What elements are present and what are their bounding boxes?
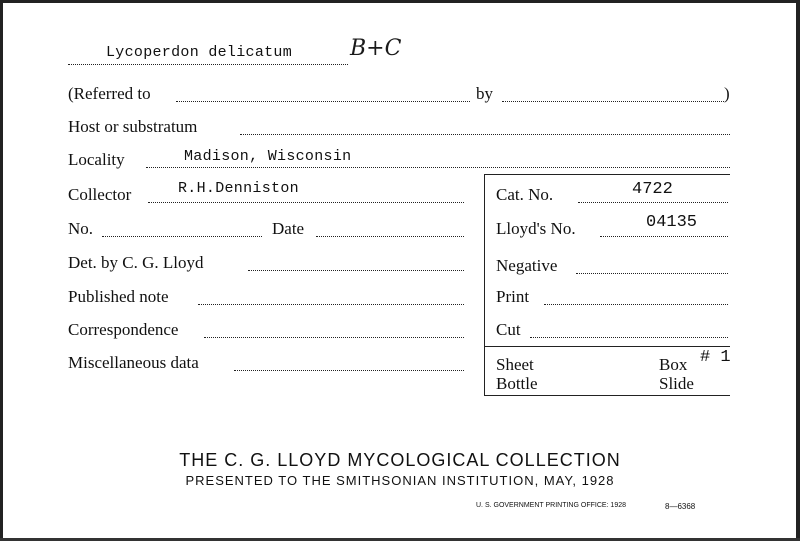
no-label: No.: [68, 219, 94, 238]
published-note-line: [198, 304, 464, 305]
cut-label: Cut: [496, 320, 521, 339]
catalog-box-bottom: [484, 395, 730, 396]
collector-label: Collector: [68, 185, 132, 204]
cut-line: [530, 337, 728, 338]
referred-to-line: [176, 101, 470, 102]
correspondence-label: Correspondence: [68, 320, 179, 339]
correspondence-line: [204, 337, 464, 338]
host-line: [240, 134, 730, 135]
slide-label: Slide: [659, 374, 694, 393]
card-top-border: [0, 0, 800, 3]
published-note-label: Published note: [68, 287, 169, 306]
misc-data-label: Miscellaneous data: [68, 353, 199, 372]
cat-no-line: [578, 202, 728, 203]
det-label: Det. by C. G. Lloyd: [68, 253, 204, 272]
catalog-box-divider: [484, 346, 730, 347]
collection-title: THE C. G. LLOYD MYCOLOGICAL COLLECTION: [179, 450, 621, 470]
form-number: 8—6368: [665, 502, 696, 511]
det-line: [248, 270, 464, 271]
printing-office-imprint: U. S. GOVERNMENT PRINTING OFFICE: 1928: [476, 502, 627, 509]
cat-no-label: Cat. No.: [496, 185, 554, 204]
lloyds-no-value: 04135: [646, 213, 698, 232]
sheet-label: Sheet: [496, 355, 534, 374]
locality-line: [146, 167, 730, 168]
close-paren: ): [724, 84, 730, 103]
collector-value: R.H.Denniston: [178, 180, 299, 197]
negative-label: Negative: [496, 256, 558, 275]
collection-subtitle: PRESENTED TO THE SMITHSONIAN INSTITUTION, MAY, 1928: [185, 473, 615, 488]
cat-no-value: 4722: [632, 180, 673, 199]
host-label: Host or substratum: [68, 117, 198, 136]
no-line: [102, 236, 262, 237]
locality-label: Locality: [68, 150, 125, 169]
catalog-box-top: [484, 174, 730, 175]
lloyds-no-label: Lloyd's No.: [496, 219, 576, 238]
catalog-box-left: [484, 174, 485, 396]
box-label: Box: [659, 355, 688, 374]
misc-data-line: [234, 370, 464, 371]
date-label: Date: [272, 219, 305, 238]
by-line: [502, 101, 724, 102]
species-line: [68, 64, 348, 65]
date-line: [316, 236, 464, 237]
lloyds-no-line: [600, 236, 728, 237]
species-authority: B+C: [350, 36, 402, 61]
species-name: Lycoperdon delicatum: [106, 44, 293, 61]
negative-line: [576, 273, 728, 274]
box-value: # 1: [700, 348, 731, 367]
locality-value: Madison, Wisconsin: [184, 148, 352, 165]
referred-to-label: (Referred to: [68, 84, 151, 103]
bottle-label: Bottle: [496, 374, 538, 393]
by-label: by: [476, 84, 493, 103]
print-line: [544, 304, 728, 305]
collector-line: [148, 202, 464, 203]
print-label: Print: [496, 287, 530, 306]
